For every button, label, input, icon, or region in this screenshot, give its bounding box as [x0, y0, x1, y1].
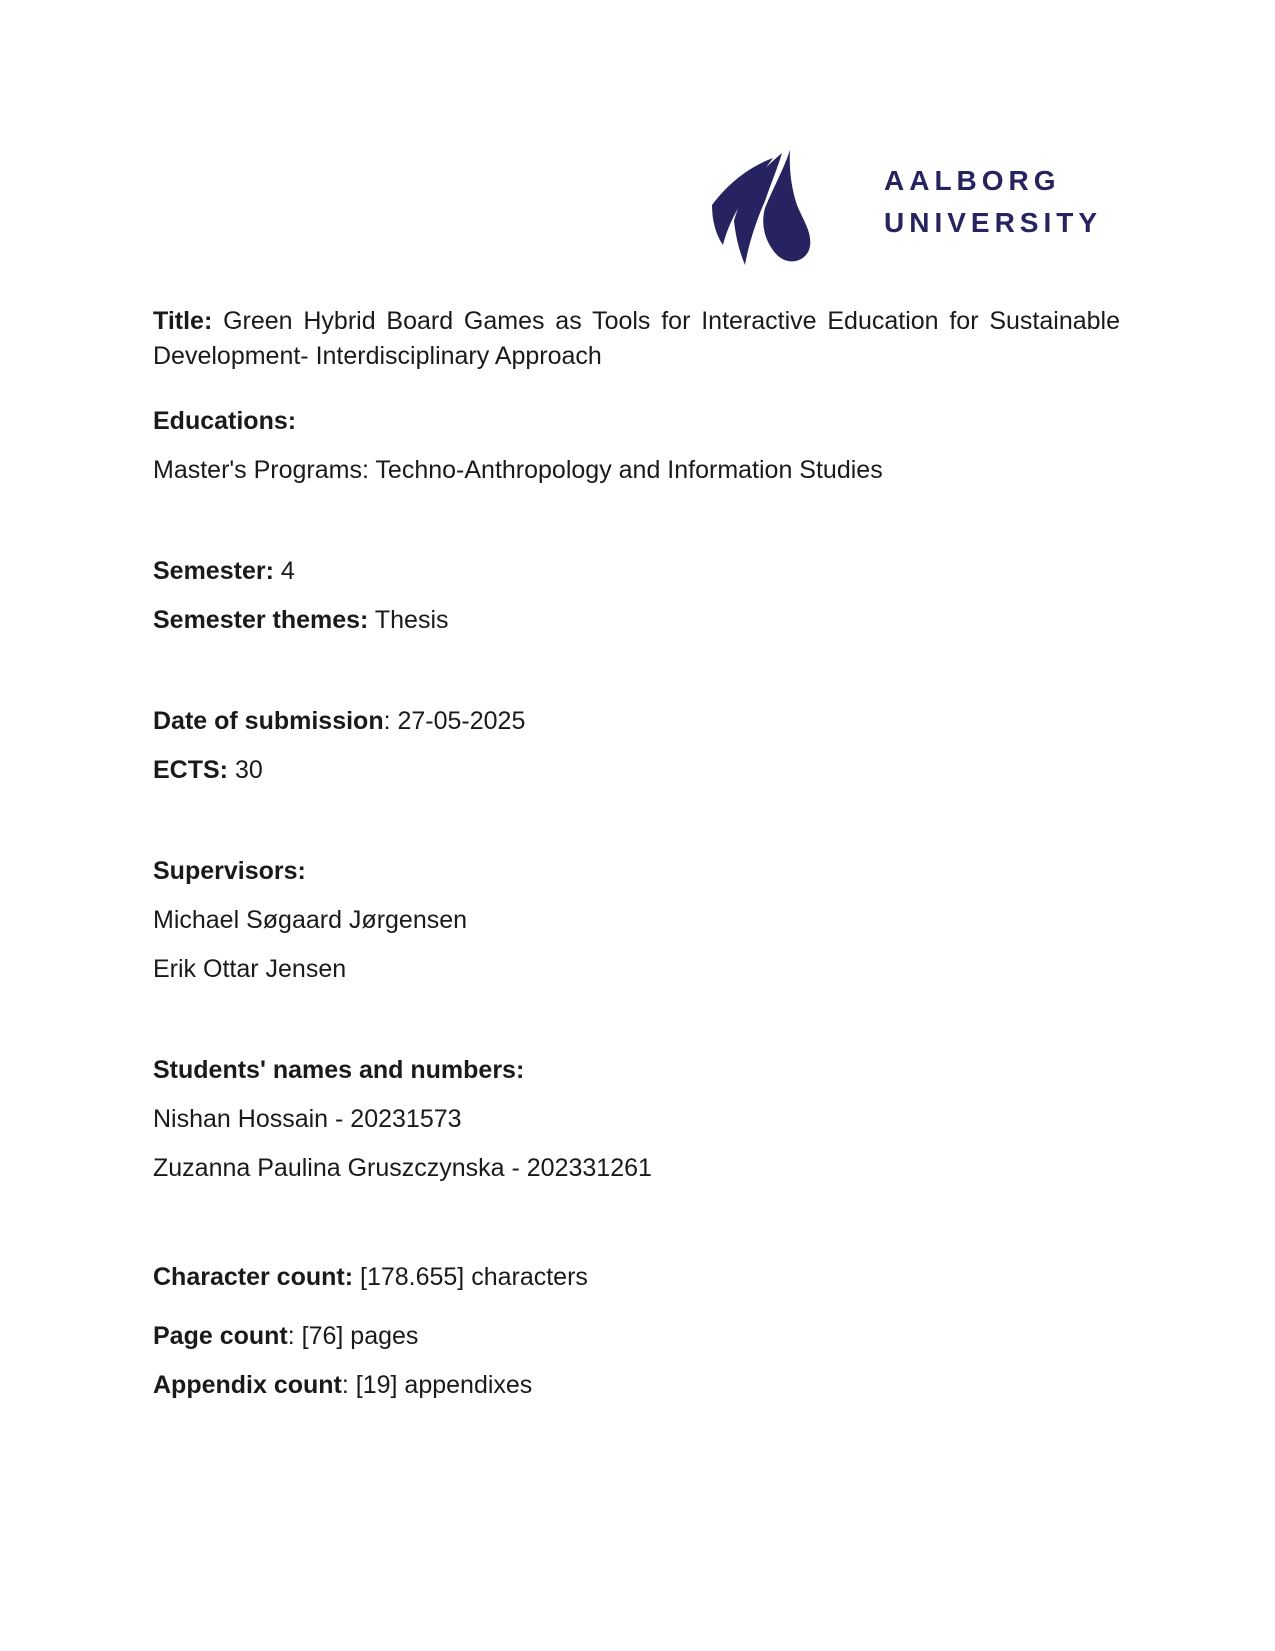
title-label: Title: — [153, 307, 213, 335]
field-educations-value: Master's Programs: Techno-Anthropology and Information Studies — [153, 456, 883, 484]
field-semester-themes — [153, 603, 1120, 638]
field-semester-value: 4 — [273, 557, 295, 585]
university-name-line1: AALBORG — [884, 165, 1061, 196]
title-page-content — [153, 0, 1120, 1403]
field-semester-label: Semester: — [153, 557, 274, 585]
field-ects-label: ECTS: — [153, 756, 228, 784]
supervisor-name: Michael Søgaard Jørgensen — [153, 906, 468, 934]
field-page-count-label: Page count — [153, 1322, 288, 1350]
field-ects — [153, 753, 1120, 788]
field-semester — [153, 554, 1120, 589]
field-character-count-value: [178.655] characters — [353, 1263, 588, 1291]
field-ects-value: 30 — [228, 756, 263, 784]
student-entry: Zuzanna Paulina Gruszczynska - 202331261 — [153, 1154, 652, 1182]
field-semester-themes-value: Thesis — [368, 606, 449, 634]
field-appendix-count — [153, 1368, 1120, 1403]
field-appendix-count-label: Appendix count — [153, 1371, 342, 1399]
university-name-line2: UNIVERSITY — [884, 207, 1103, 238]
field-supervisors-label: Supervisors: — [153, 857, 306, 885]
field-date-of-submission — [153, 704, 1120, 739]
field-character-count-label: Character count: — [153, 1263, 354, 1291]
field-page-count-value: : [76] pages — [287, 1322, 419, 1350]
field-educations-label: Educations: — [153, 407, 297, 435]
field-students-label: Students' names and numbers: — [153, 1056, 525, 1084]
field-character-count — [153, 1260, 1120, 1295]
supervisor-name: Erik Ottar Jensen — [153, 955, 347, 983]
title-text-line1: Green Hybrid Board Games as Tools for Interactive Education for Sustainable — [212, 307, 1120, 335]
field-page-count — [153, 1319, 1120, 1354]
student-entry: Nishan Hossain - 20231573 — [153, 1105, 462, 1133]
title-text-line2: Development- Interdisciplinary Approach — [153, 342, 602, 370]
field-date-of-submission-label: Date of submission — [153, 707, 384, 735]
field-appendix-count-value: : [19] appendixes — [341, 1371, 533, 1399]
title-line-2 — [153, 339, 1120, 374]
field-date-of-submission-value: : 27-05-2025 — [383, 707, 526, 735]
title-line-1 — [153, 304, 1120, 339]
field-semester-themes-label: Semester themes: — [153, 606, 369, 634]
